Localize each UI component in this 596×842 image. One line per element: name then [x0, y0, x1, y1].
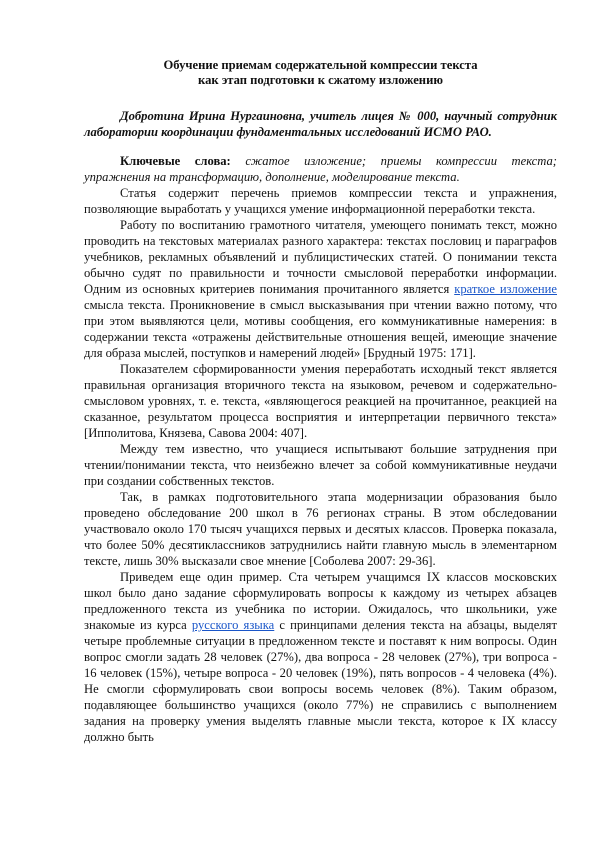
link-brief-summary[interactable]: краткое изложение: [454, 282, 557, 296]
paragraph-6-text-after: с принципами деления текста на абзацы, выделят четыре проблемные ситуации в предложенном тексте и поставят к ним вопросы. Один вопрос смогли задать 28 человек (27%), два вопроса - 28 человек (27%), три вопроса - 16 человек (15%), четыре вопроса - 20 человек (19%), пять вопросов - 4 человека (4%). Не смогли сформулировать свои вопросы восемь человек (8%). Таким образом, подавляющее большинство учащихся (около 77%) не справились с выполнением задания на проверку умения выделять главные мысли текста, которое к IX классу должно быть: [84, 618, 557, 744]
keywords-label: Ключевые слова:: [120, 154, 231, 168]
paragraph-2-text-after: смысла текста. Проникновение в смысл высказывания при чтении важно потому, что при этом выявляются цели, мотивы сообщения, его коммуникативные намерения: в содержании текста «отражены действительные отношения вещей, имеющие значение для образа мыслей, поступков и намерений людей» [Брудный 1975: 171].: [84, 298, 557, 360]
link-russian-language[interactable]: русского языка: [191, 618, 275, 632]
keywords: [84, 153, 557, 185]
author-info: Добротина Ирина Нургаиновна, учитель лицея № 000, научный сотрудник лаборатории координации фундаментальных исследований ИСМО РАО.: [84, 109, 557, 139]
paragraph-1: Статья содержит перечень приемов компрессии текста и упражнения, позволяющие выработать у учащихся умение информационной переработки текста.: [84, 186, 557, 216]
paragraph-4: Между тем известно, что учащиеся испытывают большие затруднения при чтении/понимании текста, что неизбежно влечет за собой коммуникативные неудачи при создании собственных текстов.: [84, 442, 557, 488]
paragraph-6: [84, 569, 557, 745]
paragraph-2: [84, 217, 557, 361]
paragraph-3: Показателем сформированности умения переработать исходный текст является правильная организация вторичного текста на языковом, речевом и содержательно-смысловом уровнях, т. е. текста, «являющегося реакцией на прочитанное, реакцией на сказанное, результатом процесса восприятия и интерпретации первичного текста» [Ипполитова, Князева, Савова 2004: 407].: [84, 362, 557, 440]
paragraph-2-text-before: Работу по воспитанию грамотного читателя, умеющего понимать текст, можно проводить на текстовых материалах разного характера: текстах пословиц и параграфов учебников, рекламных объявлений и публицистических статей. О понимании текста обычно судят по правильности и точности смысловой переработки информации. Одним из основных критериев понимания прочитанного является: [84, 218, 557, 296]
article-title-line-1: Обучение приемам содержательной компрессии текста: [163, 58, 478, 72]
keywords-value: сжатое изложение; приемы компрессии текста; упражнения на трансформацию, дополнение, моделирование текста.: [84, 154, 557, 184]
paragraph-5: Так, в рамках подготовительного этапа модернизации образования было проведено обследование 200 школ в 76 регионах страны. В этом обследовании участвовало около 170 тысяч учащихся первых и десятых классов. Проверка показала, что более 50% десятиклассников затруднились найти главную мысль в элементарном тексте, лишь 30% высказали свое мнение [Соболева 2007: 29-36].: [84, 490, 557, 568]
article-title-line-2: как этап подготовки к сжатому изложению: [198, 73, 443, 87]
document-page: [84, 58, 557, 745]
article-title: [84, 58, 557, 88]
paragraph-6-text-before: Приведем еще один пример. Ста четырем учащимся IX классов московских школ было дано задание сформулировать вопросы к каждому из четырех абзацев предложенного текста из учебника по истории. Ожидалось, что школьники, уже знакомые из курса: [84, 570, 557, 632]
